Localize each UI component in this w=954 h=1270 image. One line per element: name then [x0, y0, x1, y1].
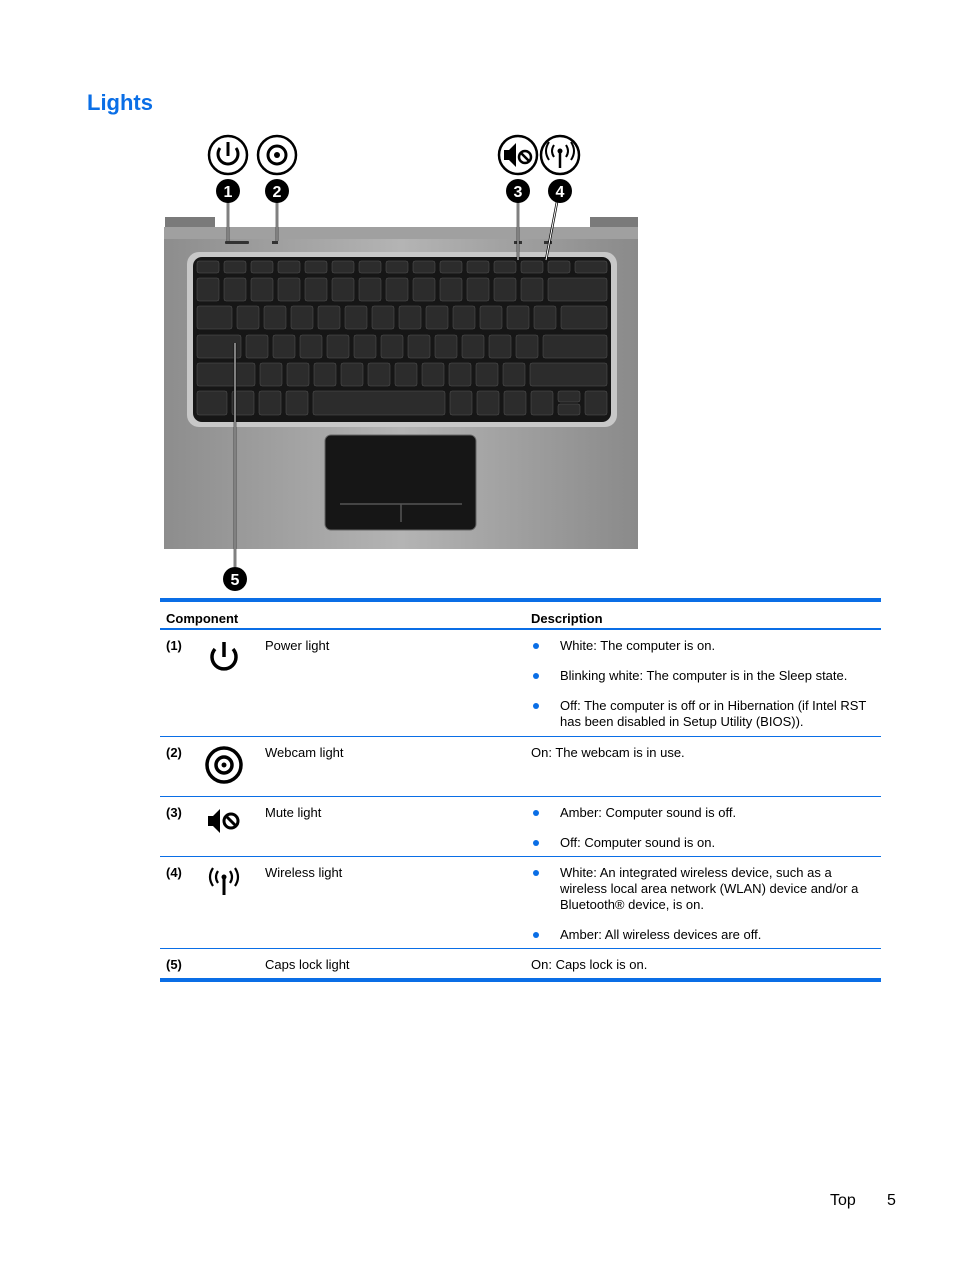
row-number: (3)	[166, 805, 182, 820]
webcam-icon	[258, 136, 296, 174]
callout-4: 4	[555, 184, 565, 201]
row-number: (5)	[166, 957, 182, 972]
table-bottom-rule	[160, 978, 881, 982]
wireless-icon	[204, 861, 244, 901]
list-item: Amber: All wireless devices are off.	[531, 927, 871, 943]
table-row	[160, 630, 881, 736]
callout-5: 5	[230, 572, 240, 589]
list-item: White: An integrated wireless device, such as a wireless local area network (WLAN) device and/or a Bluetooth® device, is on.	[531, 865, 871, 913]
footer-section-link[interactable]: Top	[830, 1192, 856, 1209]
list-item: White: The computer is on.	[531, 638, 871, 654]
page-number: 5	[887, 1192, 896, 1209]
list-item: Blinking white: The computer is in the Sleep state.	[531, 668, 871, 684]
component-name: Caps lock light	[265, 957, 350, 972]
row-number: (2)	[166, 745, 182, 760]
header-component: Component	[166, 611, 239, 626]
table-row	[160, 737, 881, 796]
header-description: Description	[531, 611, 603, 626]
wireless-icon	[541, 136, 579, 174]
mute-icon	[204, 801, 244, 841]
lights-table	[160, 598, 881, 982]
list-item: Off: Computer sound is on.	[531, 835, 871, 851]
row-number: (4)	[166, 865, 182, 880]
list-item: Amber: Computer sound is off.	[531, 805, 871, 821]
list-item: Off: The computer is off or in Hibernation (if Intel RST has been disabled in Setup Utility (BIOS)).	[531, 698, 871, 730]
component-name: Power light	[265, 638, 330, 653]
mute-icon	[499, 136, 537, 174]
row-number: (1)	[166, 638, 182, 653]
page-title: Lights	[87, 90, 153, 115]
description-list	[531, 638, 871, 730]
description-text: On: The webcam is in use.	[531, 745, 685, 760]
table-row	[160, 797, 881, 856]
power-icon	[204, 637, 244, 677]
description-list	[531, 865, 871, 943]
table-row	[160, 857, 881, 948]
component-name: Webcam light	[265, 745, 344, 760]
callout-1: 1	[223, 184, 233, 201]
power-icon	[209, 136, 247, 174]
table-header	[160, 602, 881, 628]
component-name: Mute light	[265, 805, 322, 820]
description-list	[531, 805, 871, 851]
component-name: Wireless light	[265, 865, 343, 880]
callout-2: 2	[272, 184, 282, 201]
laptop-keyboard-illustration	[160, 130, 645, 595]
table-row	[160, 949, 881, 978]
callout-3: 3	[513, 184, 523, 201]
description-text: On: Caps lock is on.	[531, 957, 648, 972]
webcam-icon	[204, 745, 244, 785]
